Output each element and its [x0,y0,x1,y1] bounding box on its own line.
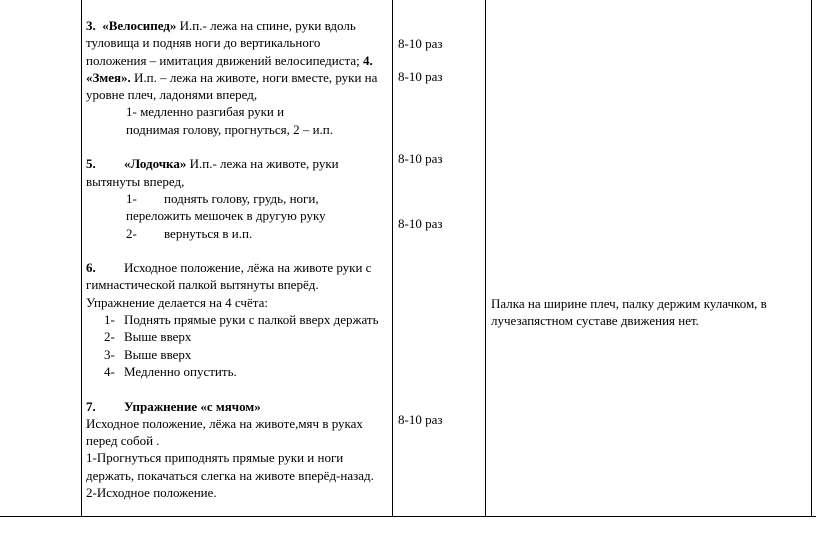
repetitions-cell [398,0,482,516]
table-border-left [81,0,82,517]
ex6-step-text: Выше вверх [124,346,192,362]
ex5-line1 [86,155,388,172]
ex7-line1: Исходное положение, лёжа на животе,мяч в руках [86,415,363,431]
ex3-line1 [86,17,388,34]
ex5-step2 [86,225,388,242]
ex6-step-text: Выше вверх [124,329,192,345]
ex5-step1-number: 1- [126,190,137,206]
ex5-step2-number: 2- [126,225,137,241]
table-divider-col3 [485,0,486,517]
ex7-line2: перед собой . [86,433,160,449]
ex7-line5: 2-Исходное положение. [86,485,217,501]
reps-ex5: 8-10 раз [398,151,443,166]
ex6-step [86,363,388,380]
ex6-step [86,311,388,328]
ex5-number: 5. [86,156,96,172]
ex3-line1-text: И.п.- лежа на спине, руки вдоль [179,18,356,33]
ex6-step [86,346,388,363]
reps-ex3: 8-10 раз [398,36,443,51]
notes-cell [491,295,807,330]
ex6-line1 [86,259,388,276]
ex6-number: 6. [86,260,96,276]
ex7-title: Упражнение «с мячом» [124,398,261,414]
ex3-name: «Велосипед» [102,18,177,33]
ex6-step-number: 1- [104,312,115,328]
table-border-bottom [0,516,816,517]
ex3-line3 [86,52,388,69]
ex3-number: 3. [86,18,96,33]
ex5-step1-text: поднять голову, грудь, ноги, [164,190,319,206]
ex6-line2: гимнастической палкой вытянуты вперёд. [86,277,319,293]
ex6-step-number: 4- [104,363,115,379]
exercise-description-cell [86,17,388,501]
reps-ex7: 8-10 раз [398,412,443,427]
ex5-step1-continued: переложить мешочек в другую руку [126,208,326,224]
ex5-step2-text: вернуться в и.п. [164,225,253,241]
ex7-line4: держать, покачаться слегка на животе вперёд-назад. [86,467,374,483]
ex4-line3: 1- медленно разгибая руки и [126,104,285,120]
ex6-step-number: 2- [104,329,115,345]
ex7-header [86,398,388,415]
ex7-line3: 1-Прогнуться приподнять прямые руки и ноги [86,450,344,466]
notes-line1: Палка на ширине плеч, палку держим кулачком, в [491,296,767,311]
notes-line2: лучезапястном суставе движения нет. [491,313,699,329]
ex4-line1-text: И.п. – лежа на животе, ноги вместе, руки на [134,69,378,85]
reps-ex6: 8-10 раз [398,216,443,231]
table-border-right [811,0,812,517]
ex6-step-text: Медленно опустить. [124,363,237,379]
ex6-step-number: 3- [104,346,115,362]
ex3-line3-text: положения – имитация движений велосипедиста; [86,52,360,68]
ex6-line1-text: Исходное положение, лёжа на животе руки с [124,260,372,276]
ex4-line1 [86,69,388,86]
ex5-line1-text: И.п.- лежа на животе, руки [189,156,339,172]
ex6-step-text: Поднять прямые руки с палкой вверх держать [124,312,379,328]
ex6-step [86,328,388,345]
reps-ex4: 8-10 раз [398,69,443,84]
ex4-line2: уровне плеч, ладонями вперед, [86,87,258,103]
ex5-line2: вытянуты вперед, [86,173,185,189]
table-divider-col2 [392,0,393,517]
ex7-number: 7. [86,398,96,414]
ex6-line3: Упражнение делается на 4 счёта: [86,294,268,310]
ex4-line4: поднимая голову, прогнуться, 2 – и.п. [126,121,333,137]
ex4-name: «Змея». [86,69,131,85]
ex3-line2: туловища и подняв ноги до вертикального [86,35,321,51]
ex5-name: «Лодочка» [124,156,187,172]
ex4-number: 4. [362,52,373,68]
ex5-step1 [86,190,388,207]
